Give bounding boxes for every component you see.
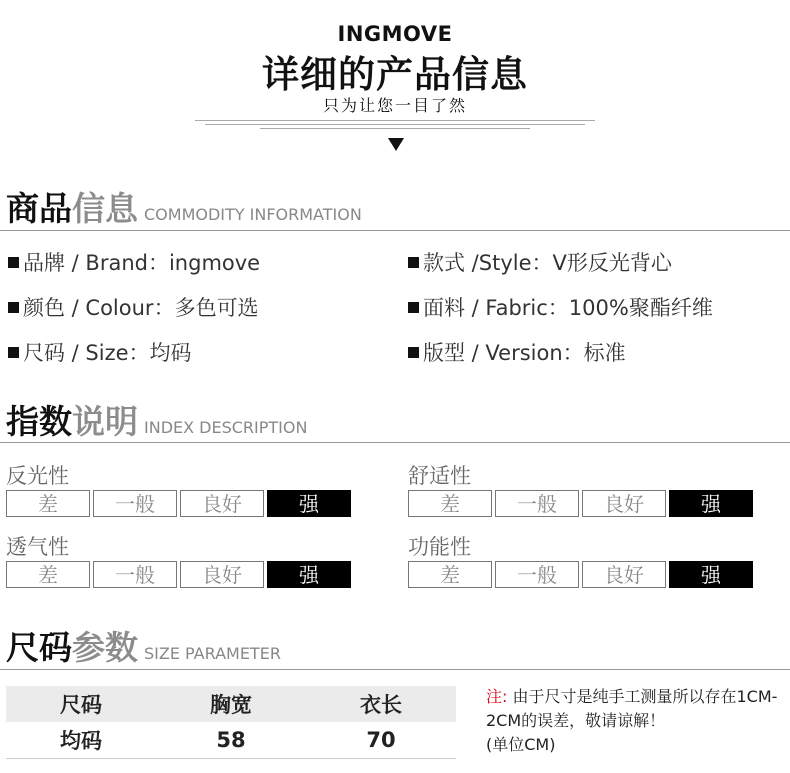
brand-logo: INGMOVE	[337, 22, 453, 46]
table-header-row	[6, 686, 456, 722]
metric-label-function: 功能性	[408, 535, 471, 559]
square-bullet-icon	[8, 257, 19, 268]
metric-label-comfort: 舒适性	[408, 464, 471, 488]
note-unit: (单位CM)	[486, 735, 556, 754]
rating-level: 良好	[582, 561, 666, 588]
section-heading-index	[6, 396, 308, 441]
heading-light: 参数	[72, 628, 138, 667]
square-bullet-icon	[8, 347, 19, 358]
decorative-line	[260, 128, 530, 129]
attr-fabric	[408, 292, 713, 322]
heading-en: SIZE PARAMETER	[144, 644, 281, 663]
rating-scale	[408, 561, 753, 588]
rating-level: 良好	[180, 490, 264, 517]
section-divider	[0, 669, 790, 670]
rating-level-selected: 强	[267, 561, 351, 588]
page-title: 详细的产品信息	[262, 53, 528, 96]
metric-label-reflective: 反光性	[6, 464, 69, 488]
heading-light: 信息	[72, 189, 138, 228]
heading-dark: 尺码	[6, 628, 72, 667]
rating-level: 差	[6, 490, 90, 517]
metric-label-breathability: 透气性	[6, 535, 69, 559]
size-table	[6, 686, 456, 759]
rating-level: 一般	[93, 490, 177, 517]
attr-colour	[8, 292, 259, 322]
table-cell: 均码	[6, 722, 156, 759]
table-cell: 70	[306, 722, 456, 759]
section-heading-size	[6, 622, 281, 667]
table-header-cell: 衣长	[306, 686, 456, 722]
down-triangle-icon	[388, 138, 404, 151]
note-label: 注:	[486, 687, 508, 706]
size-note	[486, 685, 786, 757]
rating-level: 一般	[495, 561, 579, 588]
section-heading-commodity	[6, 183, 362, 228]
heading-light: 说明	[72, 402, 138, 441]
square-bullet-icon	[408, 302, 419, 313]
attr-brand	[8, 247, 260, 277]
attr-text: 颜色 / Colour：多色可选	[23, 296, 259, 320]
rating-level: 一般	[495, 490, 579, 517]
rating-level: 良好	[582, 490, 666, 517]
section-divider	[0, 442, 790, 443]
attr-text: 面料 / Fabric：100%聚酯纤维	[423, 296, 713, 320]
page-subtitle: 只为让您一目了然	[322, 96, 467, 115]
table-header-cell: 胸宽	[156, 686, 306, 722]
rating-level-selected: 强	[267, 490, 351, 517]
rating-scale	[408, 490, 753, 517]
square-bullet-icon	[408, 257, 419, 268]
rating-level: 良好	[180, 561, 264, 588]
square-bullet-icon	[8, 302, 19, 313]
rating-level: 差	[6, 561, 90, 588]
table-cell: 58	[156, 722, 306, 759]
decorative-line	[205, 124, 585, 125]
table-row	[6, 722, 456, 759]
rating-level: 差	[408, 490, 492, 517]
attr-text: 版型 / Version：标准	[423, 341, 626, 365]
heading-dark: 指数	[6, 402, 72, 441]
rating-level: 一般	[93, 561, 177, 588]
rating-level-selected: 强	[669, 561, 753, 588]
rating-scale	[6, 490, 351, 517]
attr-text: 品牌 / Brand：ingmove	[23, 251, 261, 275]
section-divider	[0, 230, 790, 231]
heading-en: COMMODITY INFORMATION	[144, 205, 362, 224]
note-text: 由于尺寸是纯手工测量所以存在1CM-2CM的误差，敬请谅解！	[486, 687, 778, 730]
square-bullet-icon	[408, 347, 419, 358]
attr-version	[408, 337, 626, 367]
heading-en: INDEX DESCRIPTION	[144, 418, 308, 437]
rating-level: 差	[408, 561, 492, 588]
table-header-cell: 尺码	[6, 686, 156, 722]
heading-dark: 商品	[6, 189, 72, 228]
decorative-line	[195, 120, 595, 121]
attr-text: 尺码 / Size：均码	[23, 341, 192, 365]
attr-size	[8, 337, 192, 367]
attr-style	[408, 247, 672, 277]
rating-level-selected: 强	[669, 490, 753, 517]
attr-text: 款式 /Style：V形反光背心	[423, 251, 672, 275]
rating-scale	[6, 561, 351, 588]
